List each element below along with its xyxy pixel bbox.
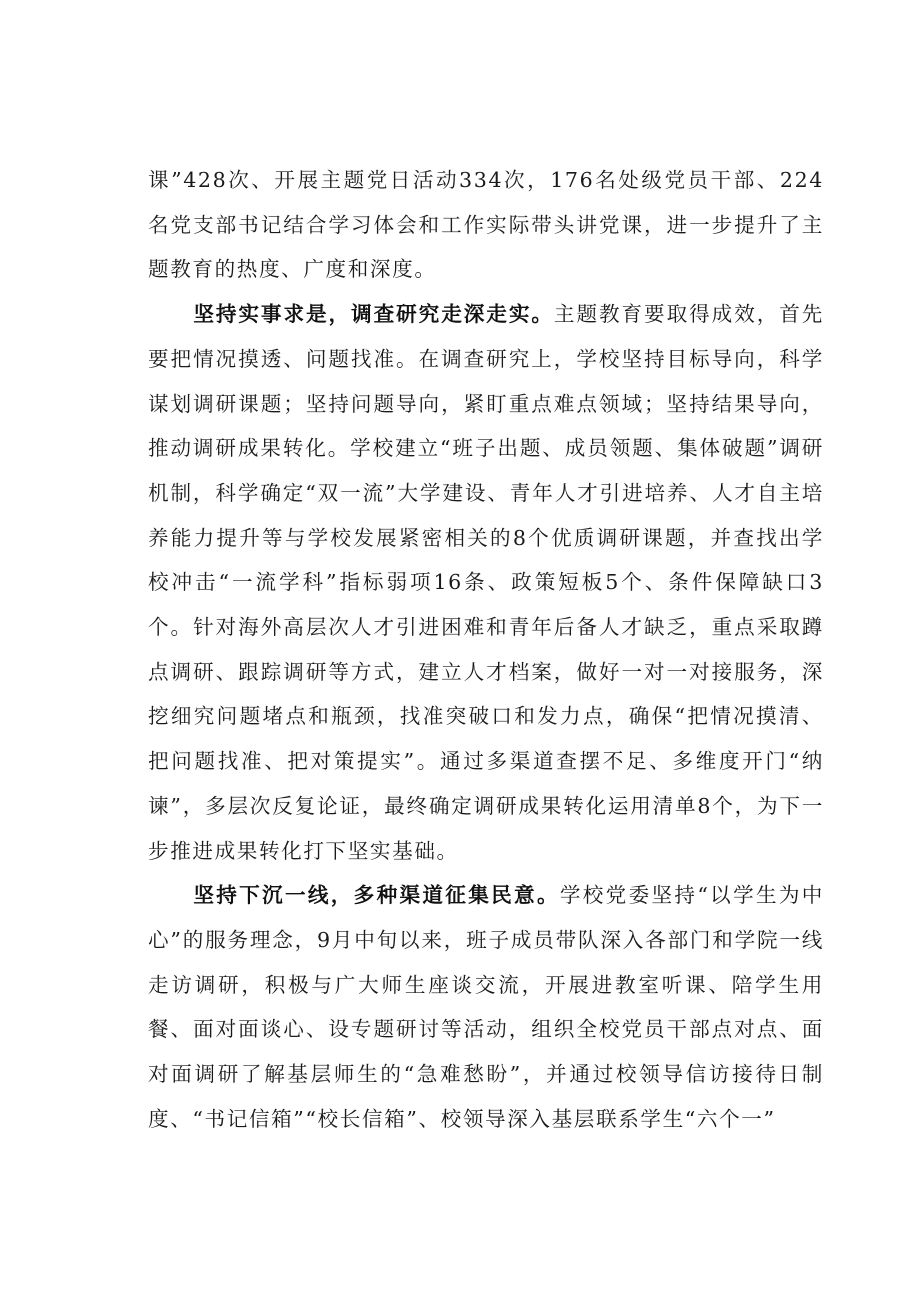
- paragraph-2: [148, 292, 824, 873]
- document-body: [148, 158, 824, 1141]
- paragraph-2-lead: 坚持实事求是，调查研究走深走实。: [193, 302, 554, 327]
- paragraph-1-text: 课”428次、开展主题党日活动334次，176名处级党员干部、224名党支部书记结合学习体会和工作实际带头讲党课，进一步提升了主题教育的热度、广度和深度。: [148, 168, 824, 282]
- paragraph-3: [148, 873, 824, 1141]
- paragraph-3-text: 学校党委坚持“以学生为中心”的服务理念，9月中旬以来，班子成员带队深入各部门和学院一线走访调研，积极与广大师生座谈交流，开展进教室听课、陪学生用餐、面对面谈心、设专题研讨等活动，组织全校党员干部点对点、面对面调研了解基层师生的“急难愁盼”，并通过校领导信访接待日制度、“书记信箱”“校长信箱”、校领导深入基层联系学生“六个一”: [148, 883, 824, 1131]
- paragraph-3-lead: 坚持下沉一线，多种渠道征集民意。: [193, 883, 560, 908]
- paragraph-2-text: 主题教育要取得成效，首先要把情况摸透、问题找准。在调查研究上，学校坚持目标导向，科学谋划调研课题；坚持问题导向，紧盯重点难点领域；坚持结果导向，推动调研成果转化。学校建立“班子出题、成员领题、集体破题”调研机制，科学确定“双一流”大学建设、青年人才引进培养、人才自主培养能力提升等与学校发展紧密相关的8个优质调研课题，并查找出学校冲击“一流学科”指标弱项16条、政策短板5个、条件保障缺口3个。针对海外高层次人才引进困难和青年后备人才缺乏，重点采取蹲点调研、跟踪调研等方式，建立人才档案，做好一对一对接服务，深挖细究问题堵点和瓶颈，找准突破口和发力点，确保“把情况摸清、把问题找准、把对策提实”。通过多渠道查摆不足、多维度开门“纳谏”，多层次反复论证，最终确定调研成果转化运用清单8个，为下一步推进成果转化打下坚实基础。: [148, 302, 824, 863]
- paragraph-1: [148, 158, 824, 292]
